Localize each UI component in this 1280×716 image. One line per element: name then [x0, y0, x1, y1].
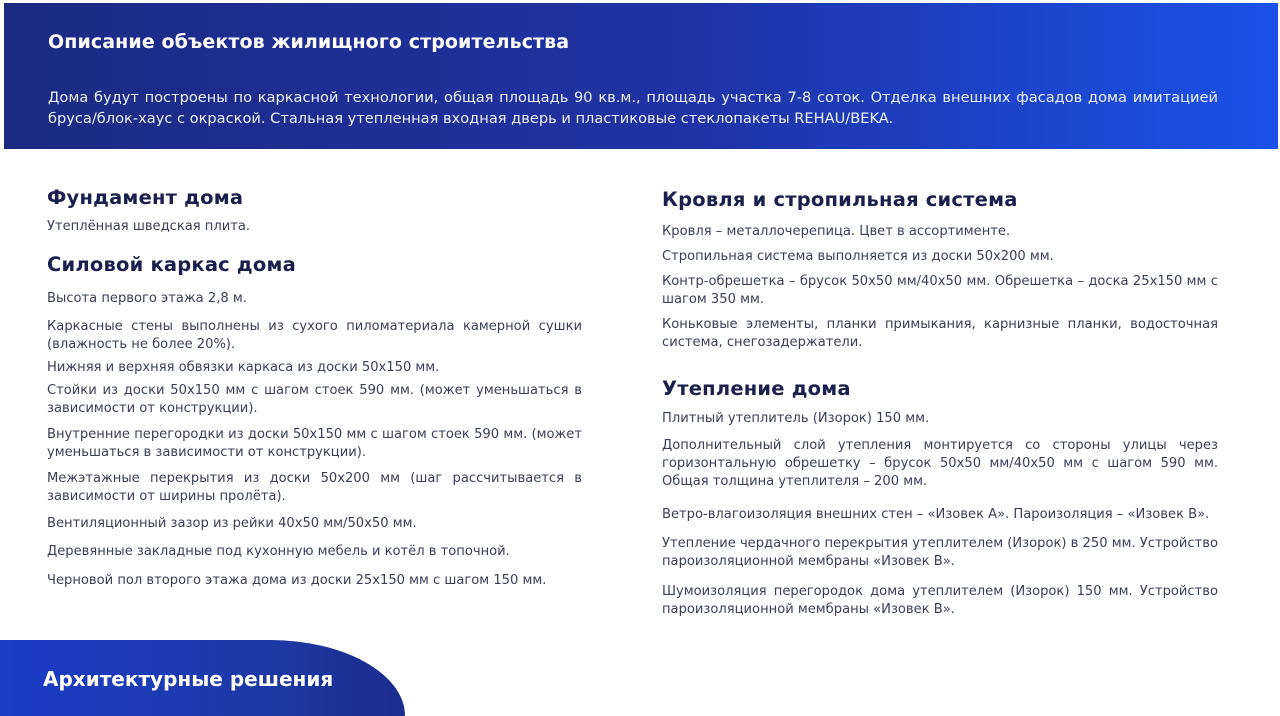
roof-title: Кровля и стропильная система	[662, 188, 1018, 211]
roof-item: Стропильная система выполняется из доски 50х200 мм.	[662, 249, 1054, 264]
frame-item: Межэтажные перекрытия из доски 50х200 мм (шаг рассчитывается в зависимости от ширины пролёта).	[47, 471, 582, 504]
foundation-item: Утеплённая шведская плита.	[47, 219, 251, 234]
frame-item: Деревянные закладные под кухонную мебель и котёл в топочной.	[47, 544, 510, 559]
footer-title: Архитектурные решения	[43, 667, 334, 691]
roof-item: Контр-обрешетка – брусок 50х50 мм/40х50 мм. Обрешетка – доска 25х150 мм с шагом 350 мм.	[662, 274, 1218, 307]
insulation-item: Шумоизоляция перегородок дома утеплителем (Изорок) 150 мм. Устройство пароизоляционной мембраны «Изовек В».	[662, 584, 1218, 617]
foundation-title: Фундамент дома	[47, 186, 244, 209]
roof-item: Кровля – металлочерепица. Цвет в ассортименте.	[662, 224, 1011, 239]
insulation-item: Дополнительный слой утепления монтируется со стороны улицы через горизонтальную обрешетку – брусок 50х50 мм/40х50 мм с шагом 590 мм. Общая толщина утеплителя – 200 мм.	[662, 438, 1218, 489]
frame-item: Высота первого этажа 2,8 м.	[47, 291, 247, 306]
header-banner	[4, 3, 1278, 149]
page-title: Описание объектов жилищного строительства	[48, 31, 570, 53]
insulation-item: Ветро-влагоизоляция внешних стен – «Изовек А». Пароизоляция – «Изовек В».	[662, 507, 1210, 522]
right-column	[662, 188, 1218, 626]
frame-item: Внутренние перегородки из доски 50х150 мм с шагом стоек 590 мм. (может уменьшаться в зависимости от конструкции).	[47, 427, 582, 460]
insulation-item: Утепление чердачного перекрытия утеплителем (Изорок) в 250 мм. Устройство пароизоляционной мембраны «Изовек В».	[662, 536, 1218, 569]
frame-title: Силовой каркас дома	[47, 253, 296, 276]
frame-item: Вентиляционный зазор из рейки 40х50 мм/50х50 мм.	[47, 516, 417, 531]
frame-item: Черновой пол второго этажа дома из доски 25х150 мм с шагом 150 мм.	[47, 573, 547, 588]
insulation-title: Утепление дома	[662, 377, 851, 400]
footer-banner	[0, 640, 405, 716]
frame-item: Стойки из доски 50х150 мм с шагом стоек 590 мм. (может уменьшаться в зависимости от конструкции).	[47, 383, 582, 416]
intro-paragraph: Дома будут построены по каркасной технологии, общая площадь 90 кв.м., площадь участка 7-8 соток. Отделка внешних фасадов дома имитацией бруса/блок-хаус с окраской. Стальная утепленная входная дверь и пластиковые стеклопакеты REHAU/BEKA.	[48, 89, 1218, 127]
insulation-item: Плитный утеплитель (Изорок) 150 мм.	[662, 411, 930, 426]
frame-item: Нижняя и верхняя обвязки каркаса из доски 50х150 мм.	[47, 360, 440, 375]
left-column	[47, 186, 582, 597]
frame-item: Каркасные стены выполнены из сухого пиломатериала камерной сушки (влажность не более 20%).	[47, 319, 582, 352]
roof-item: Коньковые элементы, планки примыкания, карнизные планки, водосточная система, снегозадержатели.	[662, 317, 1218, 350]
